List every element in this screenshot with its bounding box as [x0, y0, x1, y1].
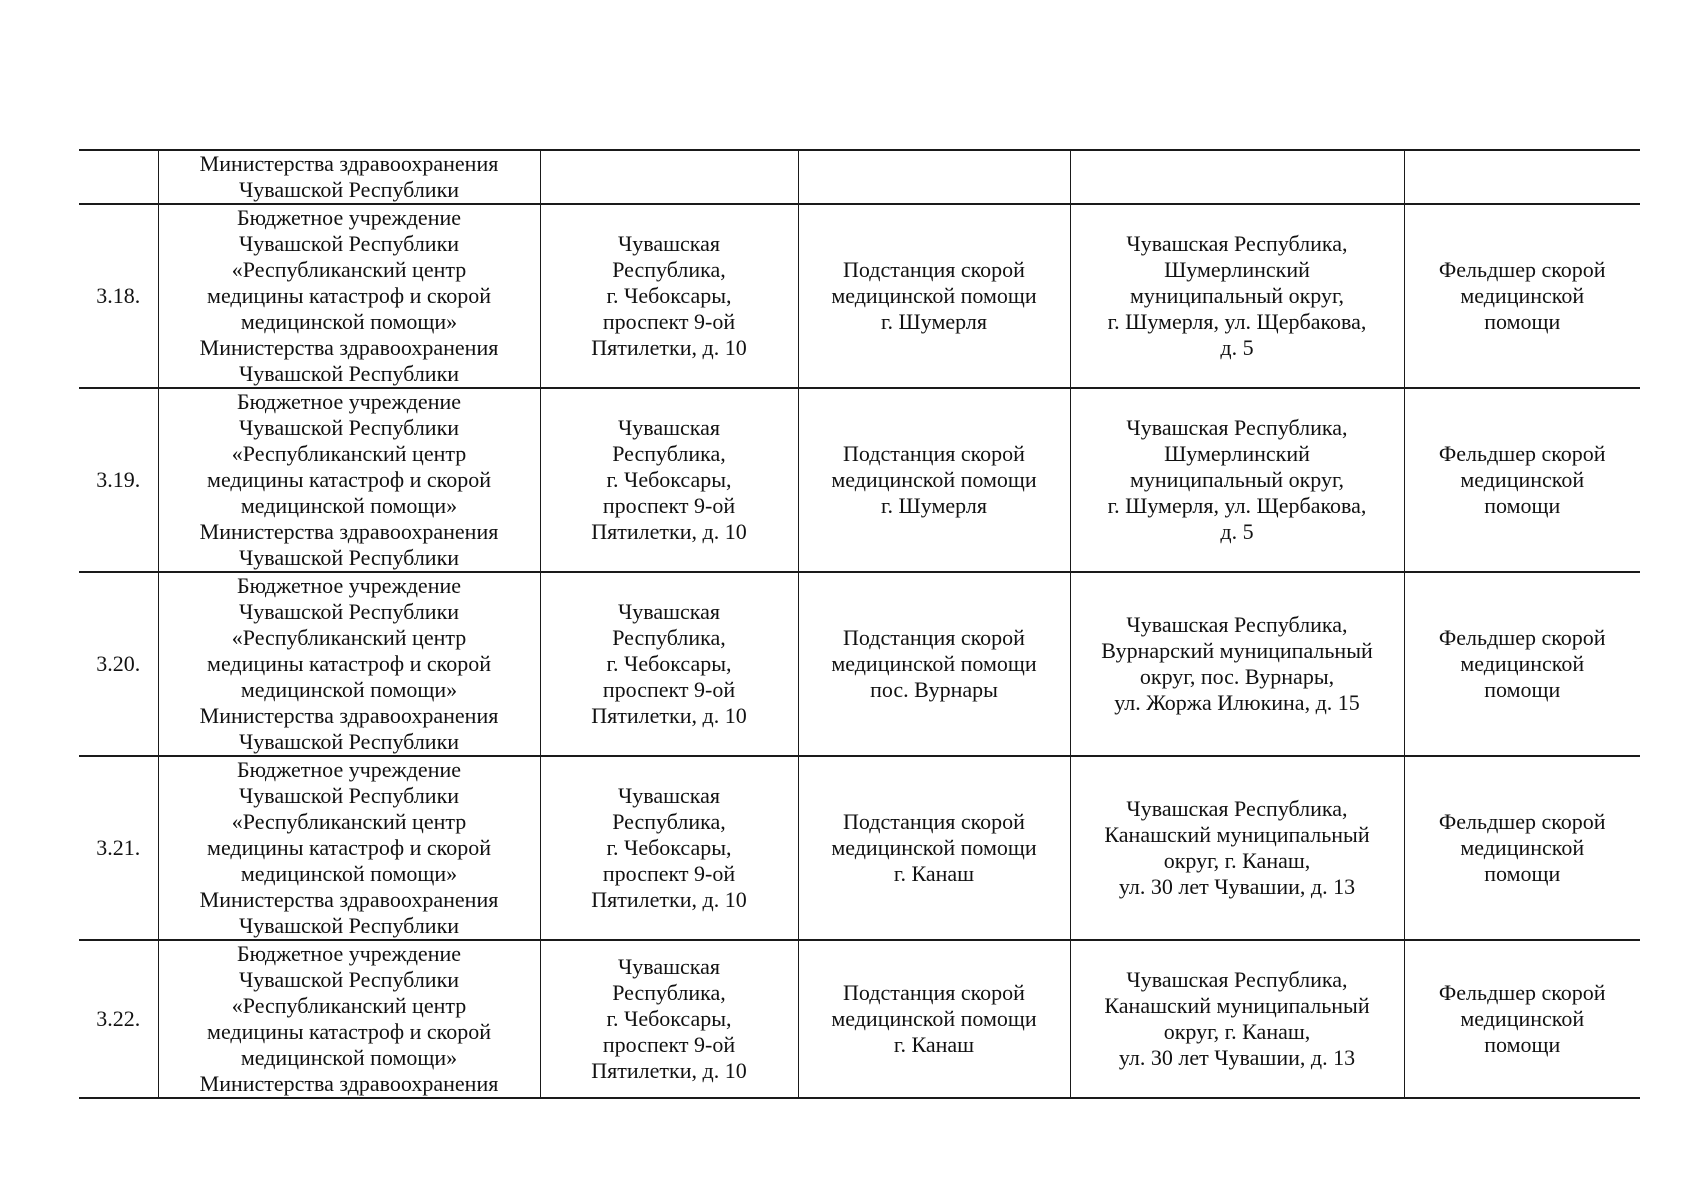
table-row: [79, 940, 1640, 1098]
organization-cell: Бюджетное учреждение Чувашской Республики «Республиканский центр медицины катастроф и скорой медицинской помощи» Министерства здравоохранения: [158, 940, 540, 1098]
org-address-cell: Чувашская Республика, г. Чебоксары, проспект 9-ой Пятилетки, д. 10: [540, 572, 798, 756]
organization-cell: Бюджетное учреждение Чувашской Республики «Республиканский центр медицины катастроф и скорой медицинской помощи» Министерства здравоохранения Чувашской Республики: [158, 756, 540, 940]
subdivision-cell: Подстанция скорой медицинской помощи г. Шумерля: [798, 204, 1070, 388]
position-cell: Фельдшер скорой медицинской помощи: [1404, 572, 1640, 756]
subdivision-cell: Подстанция скорой медицинской помощи г. Канаш: [798, 940, 1070, 1098]
table-row: [79, 150, 1640, 204]
row-number-cell: 3.22.: [79, 940, 158, 1098]
row-number-cell: 3.21.: [79, 756, 158, 940]
organization-cell: Бюджетное учреждение Чувашской Республики «Республиканский центр медицины катастроф и скорой медицинской помощи» Министерства здравоохранения Чувашской Республики: [158, 204, 540, 388]
position-cell: Фельдшер скорой медицинской помощи: [1404, 388, 1640, 572]
location-cell: Чувашская Республика, Шумерлинский муниципальный округ, г. Шумерля, ул. Щербакова, д. 5: [1070, 388, 1404, 572]
location-cell: Чувашская Республика, Канашский муниципальный округ, г. Канаш, ул. 30 лет Чувашии, д. 13: [1070, 940, 1404, 1098]
table-row: [79, 756, 1640, 940]
subdivision-cell: Подстанция скорой медицинской помощи пос. Вурнары: [798, 572, 1070, 756]
position-cell: [1404, 150, 1640, 204]
position-cell: Фельдшер скорой медицинской помощи: [1404, 756, 1640, 940]
org-address-cell: Чувашская Республика, г. Чебоксары, проспект 9-ой Пятилетки, д. 10: [540, 388, 798, 572]
location-cell: Чувашская Республика, Канашский муниципальный округ, г. Канаш, ул. 30 лет Чувашии, д. 13: [1070, 756, 1404, 940]
row-number-cell: 3.18.: [79, 204, 158, 388]
row-number-cell: [79, 150, 158, 204]
org-address-cell: [540, 150, 798, 204]
subdivision-cell: [798, 150, 1070, 204]
location-cell: [1070, 150, 1404, 204]
location-cell: Чувашская Республика, Шумерлинский муниципальный округ, г. Шумерля, ул. Щербакова, д. 5: [1070, 204, 1404, 388]
organization-cell: Бюджетное учреждение Чувашской Республики «Республиканский центр медицины катастроф и скорой медицинской помощи» Министерства здравоохранения Чувашской Республики: [158, 388, 540, 572]
table-row: [79, 572, 1640, 756]
position-cell: Фельдшер скорой медицинской помощи: [1404, 204, 1640, 388]
subdivision-cell: Подстанция скорой медицинской помощи г. Шумерля: [798, 388, 1070, 572]
location-cell: Чувашская Республика, Вурнарский муниципальный округ, пос. Вурнары, ул. Жоржа Илюкина, д. 15: [1070, 572, 1404, 756]
subdivision-cell: Подстанция скорой медицинской помощи г. Канаш: [798, 756, 1070, 940]
organization-cell: Министерства здравоохранения Чувашской Республики: [158, 150, 540, 204]
org-address-cell: Чувашская Республика, г. Чебоксары, проспект 9-ой Пятилетки, д. 10: [540, 756, 798, 940]
position-cell: Фельдшер скорой медицинской помощи: [1404, 940, 1640, 1098]
table-row: [79, 204, 1640, 388]
row-number-cell: 3.19.: [79, 388, 158, 572]
org-address-cell: Чувашская Республика, г. Чебоксары, проспект 9-ой Пятилетки, д. 10: [540, 940, 798, 1098]
organization-cell: Бюджетное учреждение Чувашской Республики «Республиканский центр медицины катастроф и скорой медицинской помощи» Министерства здравоохранения Чувашской Республики: [158, 572, 540, 756]
org-address-cell: Чувашская Республика, г. Чебоксары, проспект 9-ой Пятилетки, д. 10: [540, 204, 798, 388]
positions-table: [79, 149, 1640, 1099]
row-number-cell: 3.20.: [79, 572, 158, 756]
table-row: [79, 388, 1640, 572]
